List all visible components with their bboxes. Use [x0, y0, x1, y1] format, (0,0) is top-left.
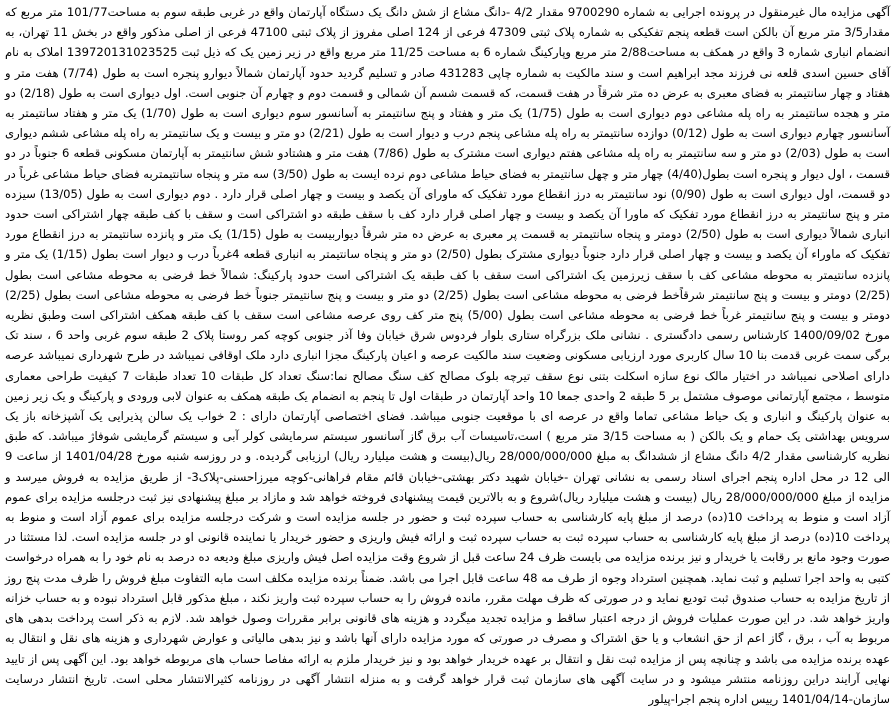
auction-notice-text: آگهی مزایده مال غیرمنقول در پرونده اجرایی به شماره 9700290 مقدار 4/2 -دانگ مشاع از شش دانگ یک دستگاه آپارتمان واقع در غربی طبقه سوم به مساحت101/77 متر مربع که مقدار3/5 متر مربع آن بالکن است قطعه پنجم تفکیکی به شماره پلاک ثبتی 47309 فرعی از 124 اصلی مفروز از پلاک ثبتی 47100 فرعی از اصلی مذکور واقع در بخش 11 تهران، به انضمام انباری شماره 3 واقع در همکف به مساحت2/88 متر مربع وپارکینگ شماره 6 به مساحت 11/25 متر مربع واقع در زیر زمین یک که ذیل ثبت 139720131023525 املاک به نام آقای حسین اسدی قلعه نی فرزند مجد ابراهیم است و سند مالکیت به شماره چاپی 431283 صادر و تسلیم گردید حدود آپارتمان شمالاً دیوارو پنجره است به طول (7/74) هفت متر و هفتاد و چهار سانتیمتر به فضای معبری به عرض ده متر شرقاً در هفت قسمت، که قسمت شسم آن شمالی و قسمت دوم و چهارم آن جنوبی است. اول دیواری است به طول (2/18) دو متر و هجده سانتیمتر به راه پله مشاعی دوم دیواری است به طول (1/75) یک متر و هفتاد و پنج سانتیمتر به آسانسور سوم دیواری است به طول (1/70) یک متر و هفتاد سانتیمتر به آسانسور چهارم دیواری است به طول (0/12) دوازده سانتیمتر به راه پله مشاعی پنجم درب و دیوار است به طول (2/21) دو متر و بیست و یک سانتیمتر به راه پله مشاعی ششم دیواری است به طول (2/03) دو متر و سه سانتیمتر به راه پله مشاعی هفتم دیواری است مشترک به طول (7/86) هفت متر و هشتادو شش سانتیمتر به آپارتمان مسکونی قطعه 6 جنوباً در دو قسمت ، اول دیوار و پنجره است بطول(4/40) چهار متر و چهل سانتیمتر به فضای حیاط مشاعی دوم نرده ایست به طول (3/50) سه متر و پنجاه سانتیمتربه فضای حیاط مشاعی غرباً در دو قسمت، اول دیواری است به طول (0/90) نود سانتیمتر به درز انقطاع مورد تفکیک که ماورای آن یکصد و بیست و چهار اصلی قرار دارد . دوم دیواری است به طول (13/05) سیزده متر و پنج سانتیمتر به درز انقطاع مورد تفکیک که ماورا آن یکصد و بیست و چهار اصلی قرار دارد کف با سقف طبقه دو اشتراکی است و سقف با کف طبقه چهار اشتراکی است حدود انباری شمالاً دیواری است به طول (2/50) دومتر و پنجاه سانتیمتر به قسمت پر معبری به عرض ده متر شرقاً دیواربیست به طول (1/15) یک متر و پانزده سانتیمتر به درز انقطاع مورد تفکیک که ماوراء آن یکصد و بیست و چهار اصلی قرار دارد جنوباً دیواری مشترک بطول (2/50) دو متر و پنجاه سانتیمتر به انباری قطعه 4غرباً درب و دیوار است بطول (1/15) یک متر و پانزده سانتیمتر به محوطه مشاعی کف با سقف زیرزمین یک اشتراکی است سقف با کف طبقه یک اشتراکی است حدود پارکینگ: شمالاً خط فرضی به محوطه مشاعی است بطول (2/25) دومتر و بیست و پنج سانتیمتر شرقاًخط فرضی به محوطه مشاعی است بطول (2/25) دو متر و بیست و پنج سانتیمتر جنوباً خط فرضی به محوطه مشاعی است بطول (2/25) دومتر و بیست و پنج سانتیمتر غرباً خط فرضی به محوطه مشاعی است بطول (5/00) پنج متر کف روی عرصه مشاعی است سقف با کف طبقه همکف اشتراکی است وطبق نظریه مورخ 1400/09/02 کارشناس رسمی دادگستری . نشانی ملک بزرگراه ستاری بلوار فردوس شرق خیابان وفا آذر جنوبی کوچه کمر روستا پلاک 2 طبقه سوم غربی واحد 6 ، سند تک برگی سمت غربی قدمت بنا 10 سال کاربری مورد ارزیابی مسکونی وضعیت سند مالکیت عرصه و اعیان پارکینگ مجزا انباری دارد ملک اوقافی نمیباشد در طرح شهرداری نمیباشد عرصه دارای اصلاحی نمیباشد در اختیار مالک نوع سازه اسکلت بتنی نوع سقف تیرچه بلوک مصالح کف سنگ مصالح نما:سنگ تعداد کل طبقات 10 تعداد طبقات 7 کیفیت طراحی معماری متوسط ، مجتمع آپارتمانی موصوف مشتمل بر 5 طبقه 2 واحدی جمعا 10 واحد آپارتمان در طبقات اول تا پنجم به انضمام یک طبقه همکف به عنوان لابی ورودی و پارکینگ و یک زیر زمین به عنوان پارکینگ و انباری و یک حیاط مشاعی تماما واقع در عرصه ای با موقعیت جنوبی میباشد. فضای اختصاصی آپارتمان دارای : 2 خواب یک سالن پذیرایی یک آشپزخانه باز یک سرویس بهداشتی یک حمام و یک بالکن ( به مساحت 3/15 متر مربع ) است،تاسیسات آب برق گاز آسانسور سیستم سرمایشی کولر آبی و سیستم گرمایشی شوفاژ میباشد. که طبق نظریه کارشناسی مقدار 4/2 دانگ مشاع از ششدانگ به مبلغ 28/000/000/000 ریال(بیست و هشت میلیارد ریال) ارزیابی گردیده. و در روزسه شنبه مورخ 1401/04/28 از ساعت 9 الی 12 در محل اداره پنجم اجرای اسناد رسمی به نشانی تهران -خیابان شهید دکتر بهشتی-خیابان قائم مقام فراهانی-کوچه میرزاحسنی-پلاک3- از طریق مزایده به فروش میرسد و مزایده از مبلغ 28/000/000/000 ریال (بیست و هشت میلیارد ریال)شروع و به بالاترین قیمت پیشنهادی فروخته خواهد شد و مازاد بر مبلغ پیشنهادی نیز ثبت درجلسه مزایده برای عموم آزاد است و منوط به پرداخت 10(ده) درصد از مبلغ پایه کارشناسی به حساب سپرده ثبت و حضور در جلسه مزایده است و شرکت درجلسه مزایده برای عموم آزاد است و منوط به پرداخت 10(ده) درصد از مبلغ پایه کارشناسی به حساب سپرده ثبت به حساب سپرده ثبت و ارائه فیش واریزی و حضور خریدار یا نماینده قانونی او در جلسه مزایده است. لذا مستثنا در صورت وجود مانع بر رقابت یا خریدار و نیز برنده مزایده می بایست ظرف 24 ساعت قبل از شروع وقت مزایده اصل فیش واریزی مبلغ ودیعه ده درصد به نام خود را به همراه درخواست کتبی به واحد اجرا تسلیم و ثبت نماید. همچنین استرداد وجوه از طرف مه 48 ساعت قابل اجرا می باشد. ضمناً برنده مزایده مکلف است مابه التفاوت مبلغ فروش را ظرف مدت پنج روز از تاریخ مزایده به حساب صندوق ثبت تودیع نماید و در صورتی که ظرف مهلت مقرر، مانده فروش را به حساب سپرده ثبت واریز نکند ، مبلغ مذکور قابل استرداد نبوده و به حساب خزانه واریز خواهد شد. در این صورت عملیات فروش از درجه اعتبار ساقط و مزایده تجدید میگردد و هزینه های قانونی برابر مقررات وصول خواهد شد. لازم به ذکر است پرداخت بدهی های مربوط به آب ، برق ، گاز اعم از حق انشعاب و یا حق اشتراک و مصرف در صورتی که مورد مزایده دارای آنها باشد و نیز بدهی مالیاتی و عوارض شهرداری و هزینه های نقل و انتقال به عهده برنده مزایده می باشد و چنانچه پس از مزایده ثبت نقل و انتقال بر عهده خریدار خواهد بود و نیز خریدار ملزم به ارائه مفاصا حساب های مربوطه خواهد بود. این آگهی پس از تایید نهایی آرایند دراین روزنامه منتشر میشود و در سایت آگهی های سازمان ثبت قرار خواهد گرفت و به منزله انتشار آگهی در روزنامه کثیرالانتشار محلی است. تاریخ انتشار درسایت سازمان-1401/04/14 رییس اداره پنجم اجرا-پیلور	[5, 5, 891, 706]
